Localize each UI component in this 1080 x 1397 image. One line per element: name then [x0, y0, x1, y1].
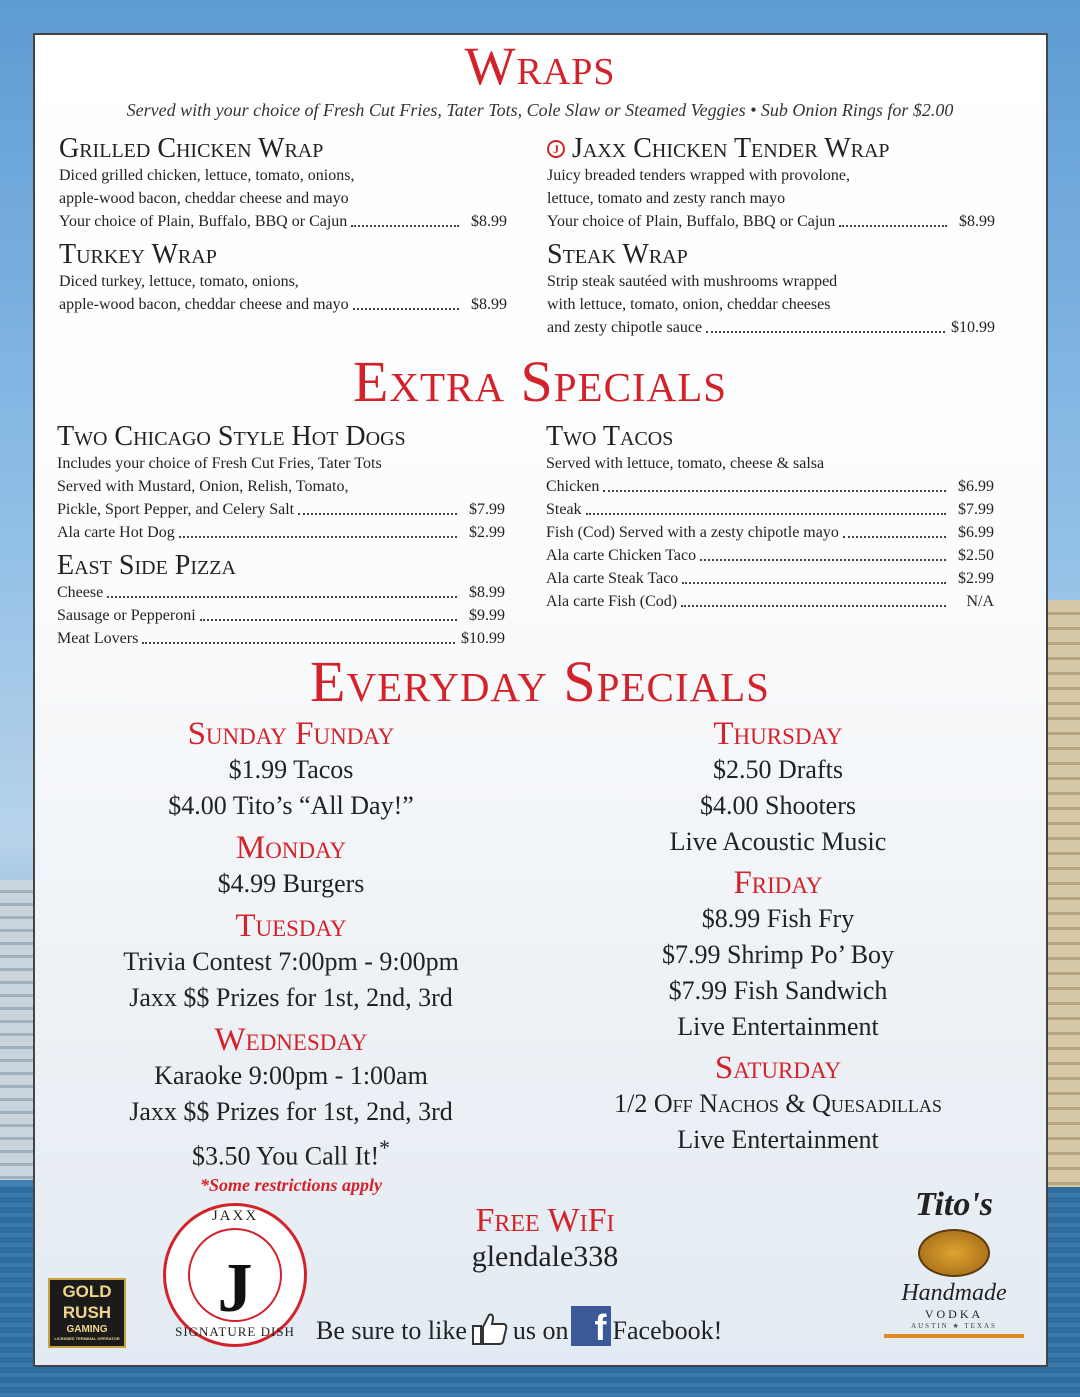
like-mid-text: us on — [512, 1316, 569, 1345]
day-line: $4.00 Tito’s “All Day!” — [168, 791, 414, 820]
item-name: Two Tacos — [546, 421, 674, 452]
wraps-subtitle: Served with your choice of Fresh Cut Fries, Tater Tots, Cole Slaw or Steamed Veggies • Sub Onion Rings for $2.00 — [126, 100, 954, 120]
leader-dots — [142, 642, 455, 644]
price-line — [59, 210, 507, 233]
price-label: Meat Lovers — [57, 630, 139, 647]
price-line — [547, 210, 995, 233]
day-name: Thursday — [713, 716, 843, 752]
sunday-special — [71, 716, 511, 824]
leader-dots — [107, 596, 457, 598]
day-line: $7.99 Fish Sandwich — [668, 976, 888, 1005]
price-line — [59, 293, 507, 316]
day-line: $2.50 Drafts — [713, 755, 843, 784]
day-name: Monday — [235, 830, 347, 866]
price-line — [546, 498, 994, 521]
leader-dots — [682, 582, 946, 584]
price-label: Ala carte Fish (Cod) — [546, 593, 678, 610]
price: $2.99 — [469, 524, 505, 541]
day-line-text: $3.50 You Call It! — [192, 1141, 380, 1171]
wednesday-special — [71, 1022, 511, 1196]
price-label: Ala carte Steak Taco — [546, 570, 679, 587]
price: $10.99 — [461, 630, 505, 647]
price-line — [546, 590, 994, 613]
price-label: Sausage or Pepperoni — [57, 607, 196, 624]
thursday-special — [558, 716, 998, 860]
restrictions-note — [71, 1175, 511, 1196]
price-label: Chicken — [546, 478, 600, 495]
price: $10.99 — [951, 319, 995, 336]
gold-rush-line: GAMING — [66, 1324, 108, 1335]
jaxx-chicken-tender-wrap — [547, 134, 995, 233]
day-line: Live Acoustic Music — [669, 827, 887, 856]
titos-vodka: VODKA — [924, 1307, 984, 1321]
gold-rush-line: LICENSED TERMINAL OPERATOR — [54, 1336, 120, 1341]
price-line — [57, 604, 505, 627]
like-pre-text: Be sure to like — [316, 1316, 467, 1345]
jaxx-signature-dish-logo — [163, 1203, 307, 1347]
east-side-pizza-item — [57, 551, 505, 650]
item-desc-line: lettuce, tomato and zesty ranch mayo — [547, 190, 786, 207]
price-line — [546, 567, 994, 590]
item-name: East Side Pizza — [57, 550, 236, 581]
hot-dogs-item — [57, 422, 505, 544]
day-name: Saturday — [714, 1050, 842, 1086]
day-line: Trivia Contest 7:00pm - 9:00pm — [123, 947, 459, 976]
titos-seal-icon — [918, 1229, 990, 1277]
day-line: Live Entertainment — [677, 1125, 879, 1154]
price-label: and zesty chipotle sauce — [547, 319, 703, 336]
item-name: Turkey Wrap — [59, 239, 217, 270]
leader-dots — [843, 536, 946, 538]
price-line — [547, 316, 995, 339]
price-line — [57, 581, 505, 604]
day-line: $1.99 Tacos — [228, 755, 354, 784]
thumbs-up-icon[interactable] — [471, 1312, 509, 1346]
leader-dots — [700, 559, 946, 561]
item-desc-line: Served with lettuce, tomato, cheese & salsa — [546, 455, 825, 472]
facebook-icon[interactable]: f — [571, 1306, 611, 1346]
day-line: Jaxx $$ Prizes for 1st, 2nd, 3rd — [129, 1097, 453, 1126]
leader-dots — [200, 619, 457, 621]
price-label: Ala carte Chicken Taco — [546, 547, 697, 564]
wifi-title: Free WiFi — [475, 1202, 615, 1239]
gold-rush-gaming-logo — [48, 1278, 126, 1348]
price-label: Cheese — [57, 584, 104, 601]
item-name: Steak Wrap — [547, 239, 688, 270]
logo-top-text: JAXX — [211, 1208, 259, 1224]
day-line — [71, 1130, 511, 1175]
day-name: Tuesday — [235, 908, 347, 944]
gold-rush-line: RUSH — [62, 1303, 112, 1322]
titos-vodka-logo — [884, 1185, 1024, 1350]
price-label: apple-wood bacon, cheddar cheese and mayo — [59, 296, 349, 313]
day-line: $8.99 Fish Fry — [701, 904, 855, 933]
price-line — [57, 627, 505, 650]
day-name: Wednesday — [214, 1022, 368, 1058]
grilled-chicken-wrap — [59, 134, 507, 233]
price-line — [546, 475, 994, 498]
price-label: Your choice of Plain, Buffalo, BBQ or Cajun — [59, 213, 348, 230]
price-line — [57, 498, 505, 521]
item-desc-line: Served with Mustard, Onion, Relish, Tomato, — [57, 478, 349, 495]
free-wifi-block — [440, 1202, 650, 1274]
day-line: Live Entertainment — [677, 1012, 879, 1041]
day-line: 1/2 Off Nachos & Quesadillas — [614, 1089, 942, 1118]
leader-dots — [586, 513, 946, 515]
leader-dots — [681, 605, 946, 607]
friday-special — [558, 865, 998, 1045]
item-name: Jaxx Chicken Tender Wrap — [572, 133, 890, 164]
price: $6.99 — [958, 478, 994, 495]
day-line: $7.99 Shrimp Po’ Boy — [661, 940, 895, 969]
item-desc-line: Strip steak sautéed with mushrooms wrapped — [547, 273, 838, 290]
leader-dots — [179, 536, 457, 538]
logo-letter: J — [217, 1250, 253, 1327]
item-desc-line: with lettuce, tomato, onion, cheddar cheeses — [547, 296, 831, 313]
day-line: $4.99 Burgers — [217, 869, 365, 898]
item-desc-line: Includes your choice of Fresh Cut Fries, Tater Tots — [57, 455, 382, 472]
asterisk: * — [379, 1136, 390, 1160]
leader-dots — [706, 331, 945, 333]
price-label: Steak — [546, 501, 582, 518]
day-name: Sunday Funday — [187, 716, 395, 752]
tuesday-special — [71, 908, 511, 1016]
turkey-wrap — [59, 240, 507, 316]
gold-rush-line: GOLD — [62, 1282, 112, 1301]
item-desc-line: Diced grilled chicken, lettuce, tomato, onions, — [59, 167, 355, 184]
skyline-left-decoration — [0, 880, 34, 1180]
price: $7.99 — [958, 501, 994, 518]
price-line — [546, 521, 994, 544]
monday-special — [71, 830, 511, 902]
steak-wrap — [547, 240, 995, 339]
leader-dots — [298, 513, 457, 515]
price: N/A — [966, 593, 994, 610]
logo-inner-ring — [188, 1228, 282, 1327]
price-label: Pickle, Sport Pepper, and Celery Salt — [57, 501, 295, 518]
everyday-specials-title: Everyday Specials — [310, 649, 770, 714]
price: $8.99 — [471, 296, 507, 313]
price-line — [57, 521, 505, 544]
price: $8.99 — [471, 213, 507, 230]
restrictions-text: Some restrictions apply — [208, 1174, 382, 1195]
titos-handmade: Handmade — [901, 1280, 1007, 1306]
price-label: Fish (Cod) Served with a zesty chipotle mayo — [546, 524, 839, 541]
saturday-special — [558, 1050, 998, 1158]
price: $9.99 — [469, 607, 505, 624]
item-desc-line: apple-wood bacon, cheddar cheese and mayo — [59, 190, 349, 207]
price-line — [546, 544, 994, 567]
price: $8.99 — [469, 584, 505, 601]
price: $8.99 — [959, 213, 995, 230]
titos-origin: AUSTIN ★ TEXAS — [911, 1322, 997, 1330]
price: $2.99 — [958, 570, 994, 587]
item-desc-line: Diced turkey, lettuce, tomato, onions, — [59, 273, 299, 290]
leader-dots — [351, 225, 459, 227]
day-line: $4.00 Shooters — [700, 791, 856, 820]
extra-specials-title: Extra Specials — [352, 349, 728, 414]
day-name: Friday — [733, 865, 823, 901]
day-line: Jaxx $$ Prizes for 1st, 2nd, 3rd — [129, 983, 453, 1012]
day-line: Karaoke 9:00pm - 1:00am — [154, 1061, 428, 1090]
item-name: Grilled Chicken Wrap — [59, 133, 324, 164]
price-label: Ala carte Hot Dog — [57, 524, 175, 541]
price-label: Your choice of Plain, Buffalo, BBQ or Cajun — [547, 213, 836, 230]
price: $7.99 — [469, 501, 505, 518]
wraps-title: Wraps — [464, 36, 616, 96]
restrictions-asterisk: * — [199, 1174, 209, 1195]
leader-dots — [603, 490, 946, 492]
item-desc-line: Juicy breaded tenders wrapped with provolone, — [547, 167, 851, 184]
price: $6.99 — [958, 524, 994, 541]
leader-dots — [353, 308, 459, 310]
like-post-text: Facebook! — [612, 1316, 723, 1345]
wifi-password: glendale338 — [471, 1240, 619, 1273]
facebook-like-line — [316, 1306, 722, 1346]
jaxx-signature-icon: J — [547, 140, 565, 158]
two-tacos-item — [546, 422, 994, 613]
leader-dots — [839, 225, 947, 227]
titos-underline — [884, 1334, 1024, 1338]
logo-bottom-text: SIGNATURE DISH — [175, 1324, 295, 1339]
item-name: Two Chicago Style Hot Dogs — [57, 421, 406, 452]
price: $2.50 — [958, 547, 994, 564]
titos-brand: Tito's — [914, 1186, 994, 1223]
